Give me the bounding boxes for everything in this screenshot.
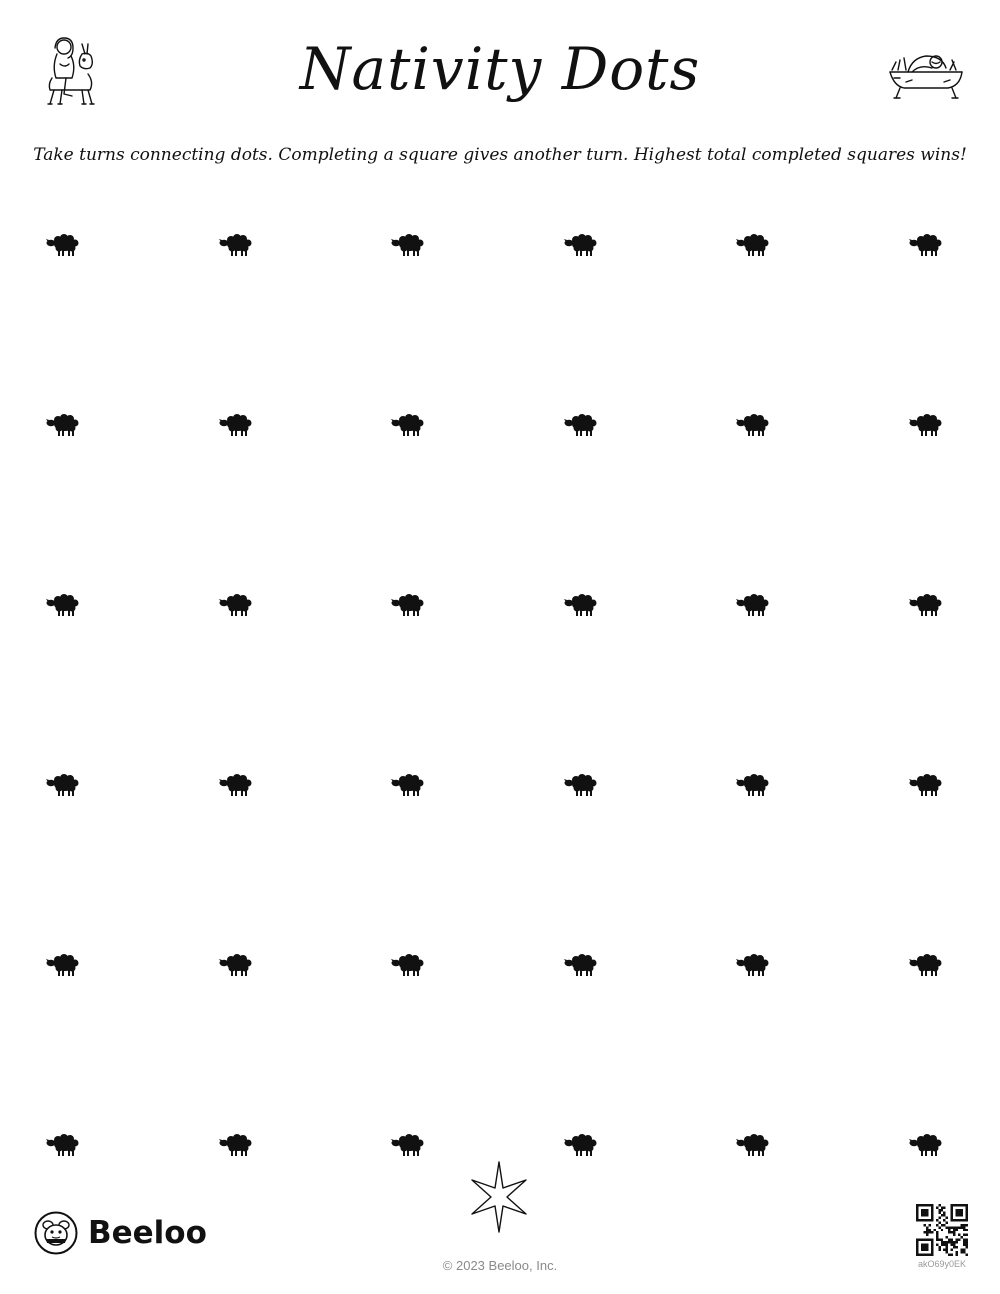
sheep-icon[interactable] <box>909 1134 943 1160</box>
sheep-icon[interactable] <box>46 414 80 440</box>
sheep-icon[interactable] <box>219 954 253 980</box>
sheep-icon[interactable] <box>219 1134 253 1160</box>
sheep-icon[interactable] <box>391 414 425 440</box>
sheep-icon[interactable] <box>46 1134 80 1160</box>
brand-logo <box>34 1211 214 1259</box>
sheep-icon[interactable] <box>564 774 598 800</box>
sheep-icon[interactable] <box>219 774 253 800</box>
sheep-icon[interactable] <box>909 414 943 440</box>
resource-code: akO69y0EK <box>917 1259 967 1269</box>
sheep-icon[interactable] <box>46 954 80 980</box>
sheep-icon[interactable] <box>736 954 770 980</box>
sheep-icon[interactable] <box>736 414 770 440</box>
sheep-icon[interactable] <box>736 774 770 800</box>
sheep-icon[interactable] <box>219 594 253 620</box>
sheep-icon[interactable] <box>736 234 770 260</box>
sheep-icon[interactable] <box>219 234 253 260</box>
bee-logo-icon <box>34 1211 78 1255</box>
sheep-icon[interactable] <box>564 414 598 440</box>
qr-code-icon <box>916 1204 968 1256</box>
sheep-icon[interactable] <box>736 594 770 620</box>
sheep-icon[interactable] <box>46 774 80 800</box>
sheep-icon[interactable] <box>564 594 598 620</box>
sheep-icon[interactable] <box>46 594 80 620</box>
sheep-icon[interactable] <box>564 1134 598 1160</box>
sheep-icon[interactable] <box>909 234 943 260</box>
sheep-icon[interactable] <box>736 1134 770 1160</box>
sheep-icon[interactable] <box>909 774 943 800</box>
sheep-icon[interactable] <box>909 594 943 620</box>
sheep-icon[interactable] <box>909 954 943 980</box>
sheep-icon[interactable] <box>564 954 598 980</box>
brand-name: Beeloo <box>88 1215 207 1251</box>
page-title: Nativity Dots <box>299 35 701 103</box>
sheep-icon[interactable] <box>391 954 425 980</box>
sheep-icon[interactable] <box>391 594 425 620</box>
sheep-icon[interactable] <box>564 234 598 260</box>
sheep-icon[interactable] <box>46 234 80 260</box>
sheep-icon[interactable] <box>391 774 425 800</box>
sheep-icon[interactable] <box>391 1134 425 1160</box>
copyright-text: © 2023 Beeloo, Inc. <box>442 1258 558 1273</box>
sheep-icon[interactable] <box>391 234 425 260</box>
star-icon <box>468 1160 530 1234</box>
instructions-text: Take turns connecting dots. Completing a square gives another turn. Highest total completed squares wins! <box>33 145 967 165</box>
sheep-icon[interactable] <box>219 414 253 440</box>
